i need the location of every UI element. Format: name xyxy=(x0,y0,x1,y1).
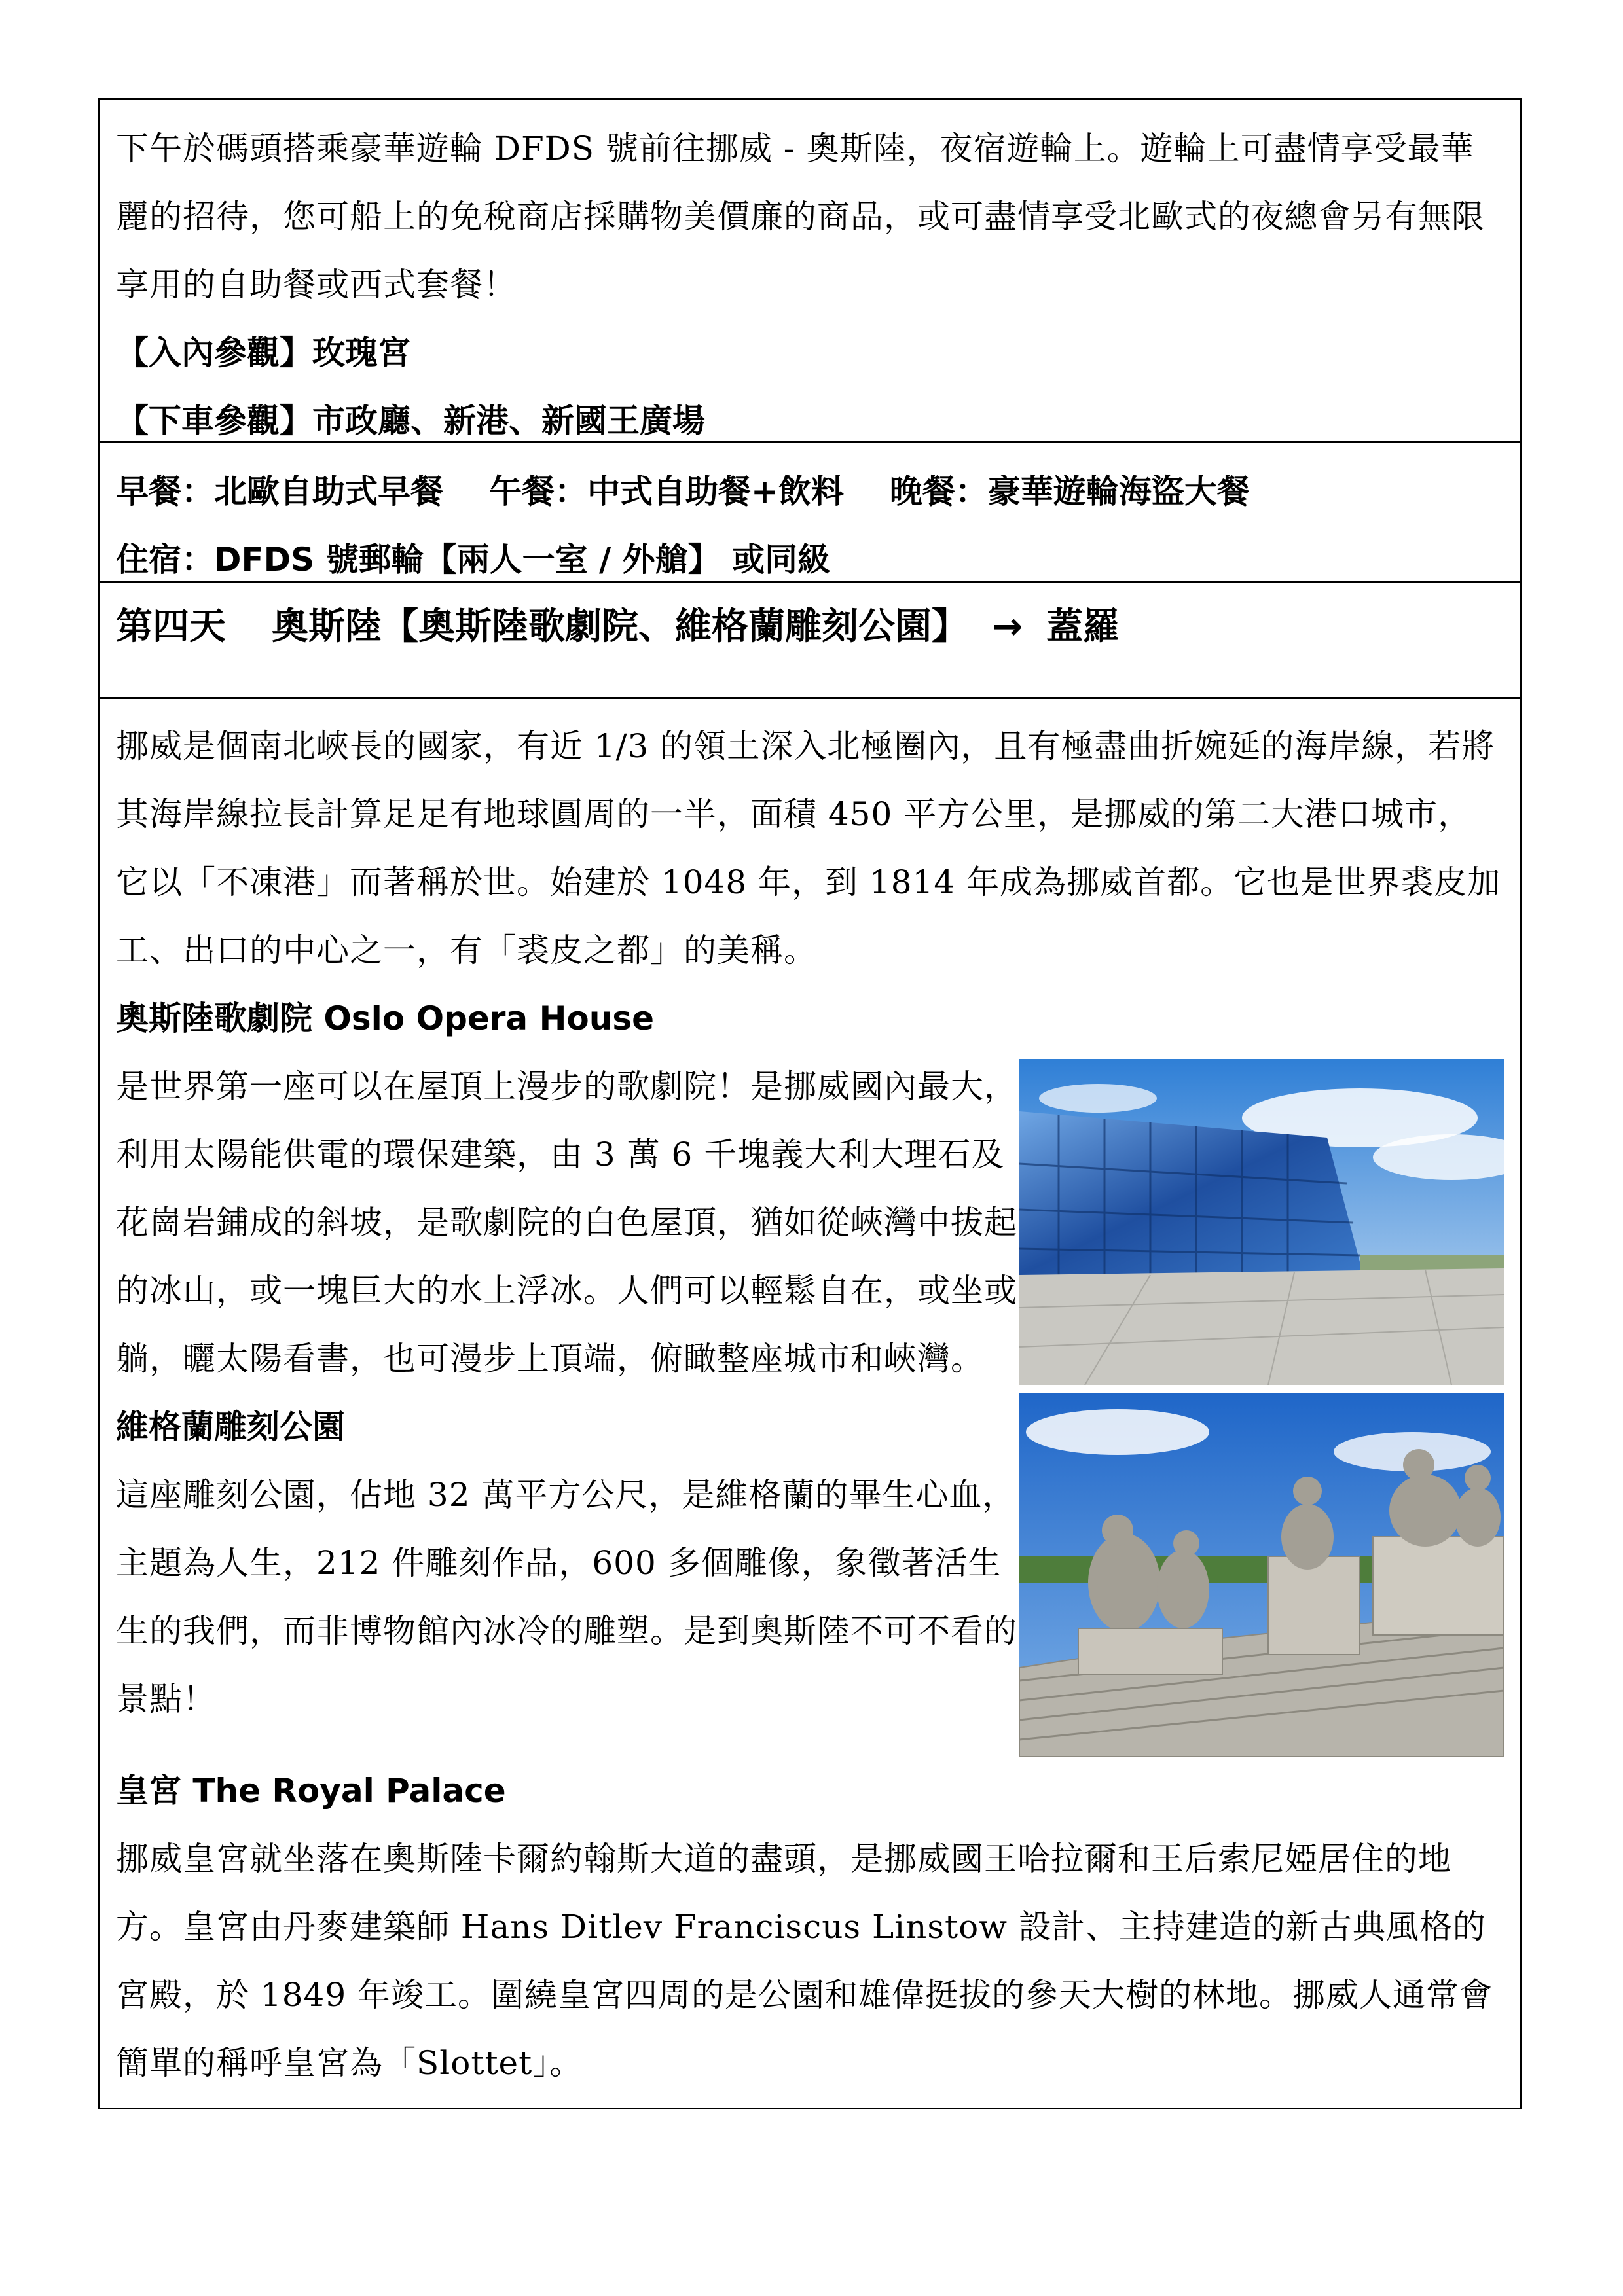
vigeland-text xyxy=(116,1393,1019,1733)
arrow-icon: → xyxy=(992,605,1023,648)
day-heading-section xyxy=(100,583,1520,699)
outside-visit-line: 【下車參觀】市政廳、新港、新國王廣場 xyxy=(116,402,705,440)
day-number: 第四天 xyxy=(116,605,226,648)
day-title xyxy=(100,583,1520,672)
inside-visit-line: 【入內參觀】玫瑰宮 xyxy=(116,334,410,372)
opera-row xyxy=(116,1052,1504,1393)
vigeland-paragraph: 這座雕刻公園，佔地 32 萬平方公尺，是維格蘭的畢生心血，主題為人生，212 件雕刻作品，600 多個雕像，象徵著活生生的我們，而非博物館內冰冷的雕塑。是到奧斯陸不可不看的景點！ xyxy=(116,1476,1017,1718)
day-route: 奧斯陸【奧斯陸歌劇院、維格蘭雕刻公園】 xyxy=(272,605,968,648)
cruise-intro-section xyxy=(100,100,1520,443)
dinner-label: 晚餐：豪華遊輪海盜大餐 xyxy=(889,473,1250,511)
palace-heading: 皇宮 The Royal Palace xyxy=(116,1772,506,1810)
norway-paragraph: 挪威是個南北峽長的國家，有近 1/3 的領土深入北極圈內，且有極盡曲折婉延的海岸線，若將其海岸線拉長計算足足有地球圓周的一半，面積 450 平方公里，是挪威的第二大港口城市，它以「不凍港」而著稱於世。始建於 1048 年，到 1814 年成為挪威首都。它也是世界裘皮加工、出口的中心之一，有「裘皮之都」的美稱。 xyxy=(116,727,1501,969)
day-content-section xyxy=(100,699,1520,2108)
breakfast-label: 早餐：北歐自助式早餐 xyxy=(116,473,443,511)
vigeland-park-photo xyxy=(1019,1393,1504,1757)
meals-section xyxy=(100,443,1520,583)
cruise-intro-paragraph: 下午於碼頭搭乘豪華遊輪 DFDS 號前往挪威 - 奧斯陸，夜宿遊輪上。遊輪上可盡情享受最華麗的招待，您可船上的免稅商店採購物美價廉的商品，或可盡情享受北歐式的夜總會另有無限享用的自助餐或西式套餐！ xyxy=(116,130,1485,304)
itinerary-table xyxy=(98,98,1522,2109)
vigeland-row xyxy=(116,1393,1504,1757)
vigeland-heading: 維格蘭雕刻公園 xyxy=(116,1408,345,1446)
day-destination: 蓋羅 xyxy=(1046,605,1120,648)
opera-paragraph: 是世界第一座可以在屋頂上漫步的歌劇院！是挪威國內最大，利用太陽能供電的環保建築，由 3 萬 6 千塊義大利大理石及花崗岩鋪成的斜坡，是歌劇院的白色屋頂，猶如從峽灣中拔起的冰山，或一塊巨大的水上浮冰。人們可以輕鬆自在，或坐或躺，曬太陽看書，也可漫步上頂端，俯瞰整座城市和峽灣。 xyxy=(116,1067,1017,1378)
opera-house-photo xyxy=(1019,1059,1504,1385)
palace-paragraph: 挪威皇宮就坐落在奧斯陸卡爾約翰斯大道的盡頭，是挪威國王哈拉爾和王后索尼婭居住的地方。皇宮由丹麥建築師 Hans Ditlev Franciscus Linstow 設計、主持建造的新古典風格的宮殿，於 1849 年竣工。圍繞皇宮四周的是公園和雄偉挺拔的參天大樹的林地。挪威人通常會簡單的稱呼皇宮為「Slottet」。 xyxy=(116,1840,1493,2082)
meals-line xyxy=(116,457,1504,526)
accommodation-line: 住宿：DFDS 號郵輪【兩人一室 / 外艙】 或同級 xyxy=(116,541,831,579)
opera-heading: 奧斯陸歌劇院 Oslo Opera House xyxy=(116,999,655,1037)
lunch-label: 午餐：中式自助餐+飲料 xyxy=(489,473,844,511)
